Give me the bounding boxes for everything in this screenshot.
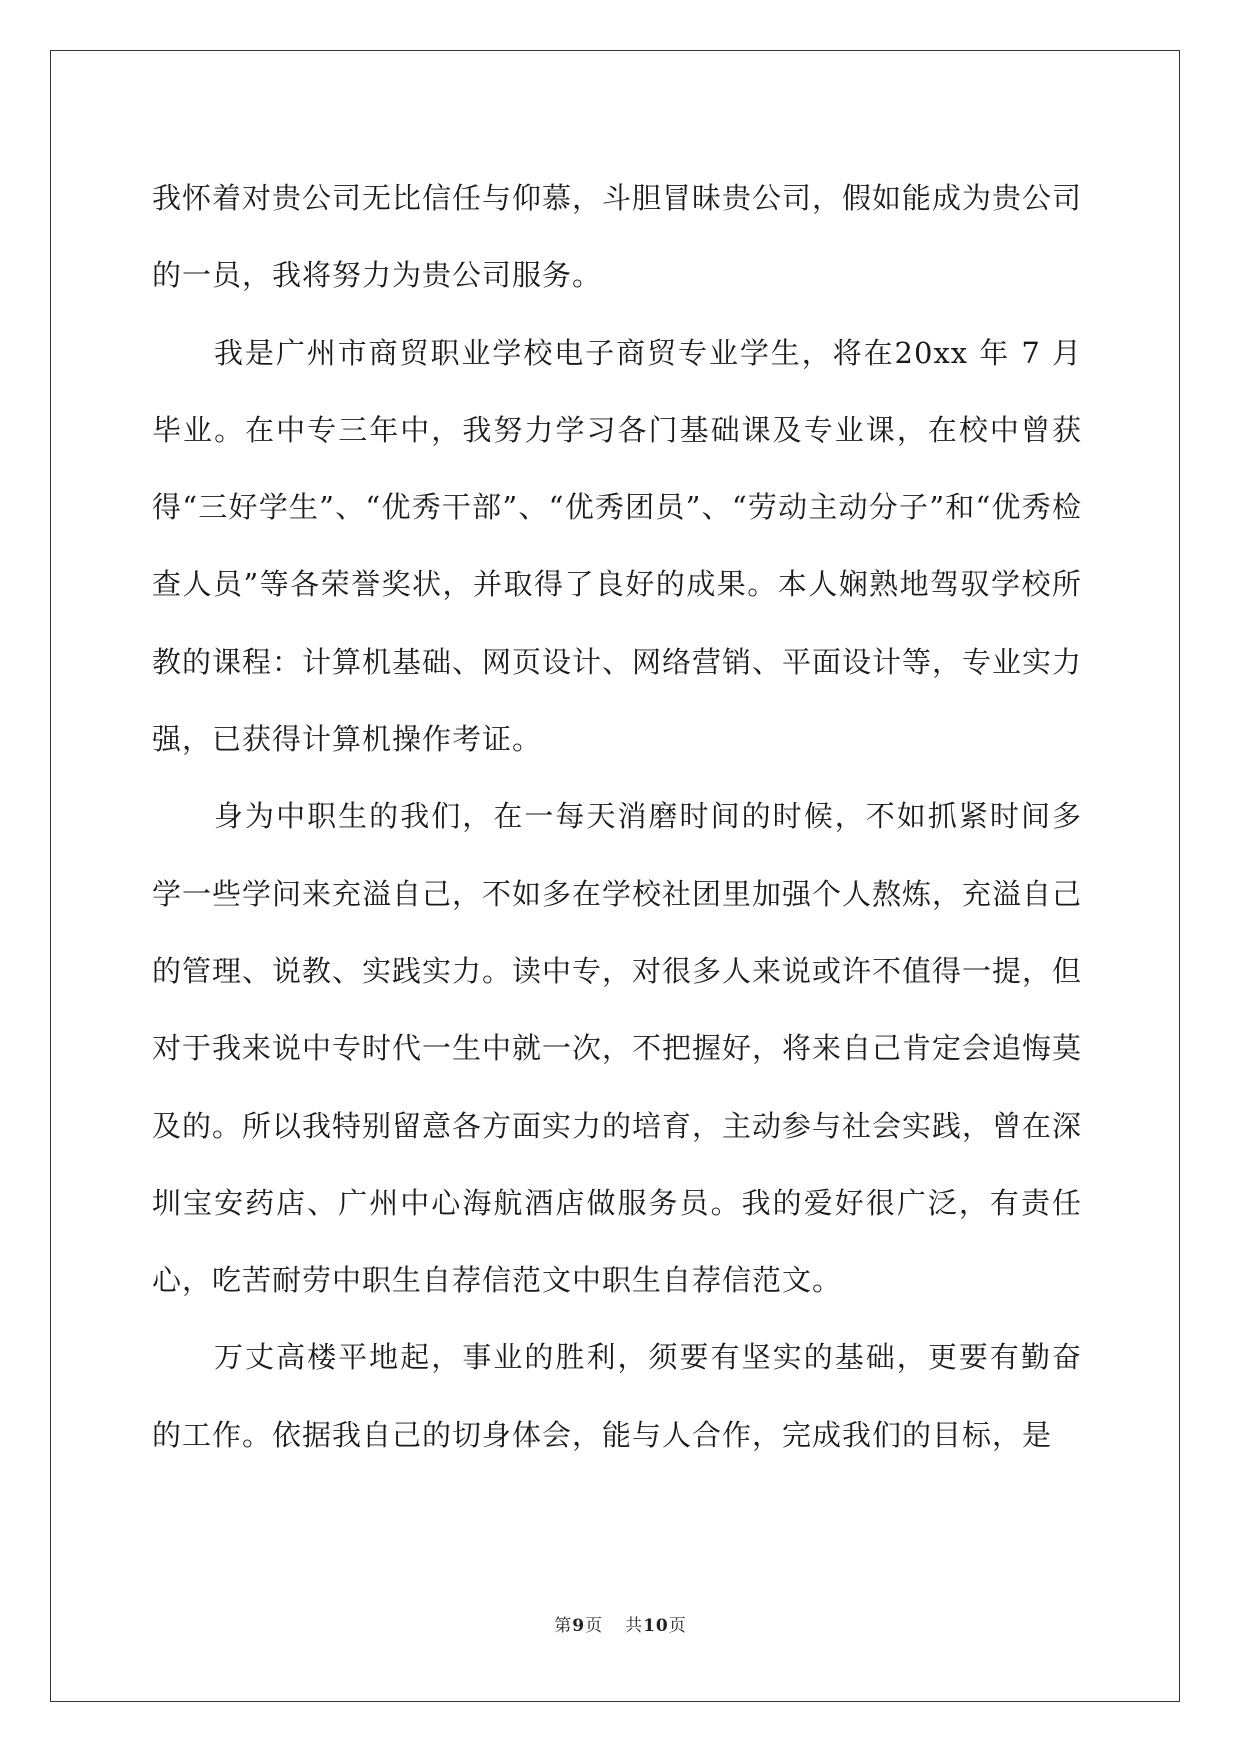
total-prefix: 共 bbox=[625, 1616, 644, 1636]
paragraph-1: 我怀着对贵公司无比信任与仰慕，斗胆冒昧贵公司，假如能成为贵公司的一员，我将努力为贵公司服务。 bbox=[152, 181, 1083, 293]
paragraph-2: 我是广州市商贸职业学校电子商贸专业学生，将在20xx 年 7 月毕业。在中专三年中，我努力学习各门基础课及专业课，在校中曾获得“三好学生”、“优秀干部”、“优秀团员”、“劳动主动分子”和“优秀检查人员”等各荣誉奖状，并取得了良好的成果。本人娴熟地驾驭学校所教的课程：计算机基础、网页设计、网络营销、平面设计等，专业实力强，已获得计算机操作考证。 bbox=[152, 335, 1083, 757]
paragraph-3: 身为中职生的我们，在一每天消磨时间的时候，不如抓紧时间多学一些学问来充溢自己，不如多在学校社团里加强个人熬炼，充溢自己的管理、说教、实践实力。读中专，对很多人来说或许不值得一提，但对于我来说中专时代一生中就一次，不把握好，将来自己肯定会追悔莫及的。所以我特别留意各方面实力的培育，主动参与社会实践，曾在深圳宝安药店、广州中心海航酒店做服务员。我的爱好很广泛，有责任心，吃苦耐劳中职生自荐信范文中职生自荐信范文。 bbox=[152, 799, 1083, 1298]
paragraph-4: 万丈高楼平地起，事业的胜利，须要有坚实的基础，更要有勤奋的工作。依据我自己的切身体会，能与人合作，完成我们的目标，是 bbox=[152, 1340, 1082, 1452]
document-body bbox=[152, 160, 1082, 1474]
page-current: 9 bbox=[572, 1616, 586, 1636]
page-mid: 页 bbox=[585, 1616, 604, 1636]
total-suffix: 页 bbox=[668, 1616, 687, 1636]
page-total: 10 bbox=[643, 1616, 669, 1636]
page-footer bbox=[0, 1611, 1241, 1636]
page-prefix: 第 bbox=[554, 1616, 573, 1636]
